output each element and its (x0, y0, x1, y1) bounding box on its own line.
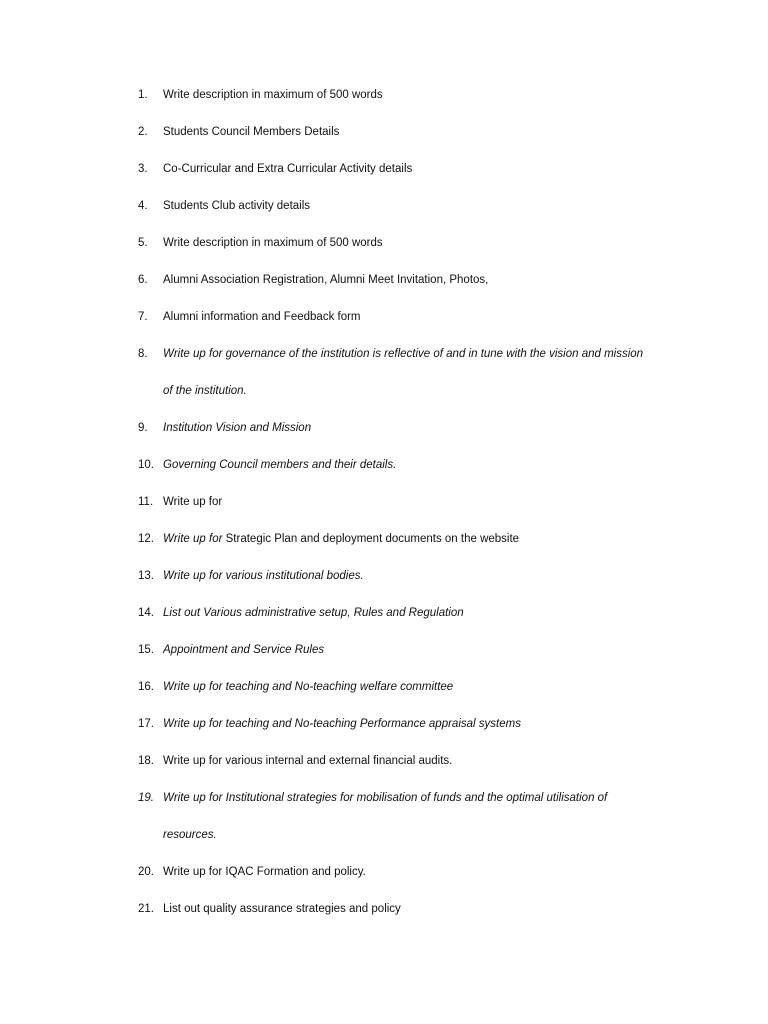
list-item (0, 345, 768, 382)
item-number: 13. (138, 570, 154, 582)
item-text: List out quality assurance strategies and policy (163, 903, 401, 915)
item-text: Alumni Association Registration, Alumni Meet Invitation, Photos, (163, 274, 489, 286)
item-text: Write up for various institutional bodies. (163, 570, 364, 582)
list-item (0, 160, 768, 197)
item-text: Governing Council members and their details. (163, 459, 397, 471)
list-item (0, 604, 768, 641)
item-number: 5. (138, 237, 148, 249)
item-number: 17. (138, 718, 154, 730)
list-item (0, 678, 768, 715)
list-item (0, 456, 768, 493)
list-item (0, 123, 768, 160)
item-number: 14. (138, 607, 154, 619)
item-text: Alumni information and Feedback form (163, 311, 361, 323)
list-item (0, 715, 768, 752)
item-number: 8. (138, 348, 148, 360)
item-text: Students Council Members Details (163, 126, 340, 138)
item-text: Write description in maximum of 500 words (163, 237, 383, 249)
item-number: 10. (138, 459, 154, 471)
item-text (163, 530, 673, 548)
item-number: 9. (138, 422, 148, 434)
item-number: 1. (138, 89, 148, 101)
item-number: 3. (138, 163, 148, 175)
list-item (0, 271, 768, 308)
item-text: Write up for IQAC Formation and policy. (163, 866, 366, 878)
item-number: 15. (138, 644, 154, 656)
item-text-italic-part: Write up for (163, 533, 223, 545)
item-text: Students Club activity details (163, 200, 311, 212)
item-number: 16. (138, 681, 154, 693)
list-item (0, 641, 768, 678)
item-text: List out Various administrative setup, Rules and Regulation (163, 607, 464, 619)
list-item (0, 419, 768, 456)
item-number: 7. (138, 311, 148, 323)
item-number: 4. (138, 200, 148, 212)
item-text: Appointment and Service Rules (163, 644, 325, 656)
item-number: 12. (138, 533, 154, 545)
list-item (0, 567, 768, 604)
list-item (0, 197, 768, 234)
item-text: Write up for governance of the institution is reflective of and in tune with the vision and mission (163, 348, 644, 360)
item-text: Write up for Institutional strategies for mobilisation of funds and the optimal utilisation of (163, 792, 608, 804)
list-item (0, 530, 768, 567)
item-text: Write up for teaching and No-teaching Performance appraisal systems (163, 718, 521, 730)
item-text: Co-Curricular and Extra Curricular Activity details (163, 163, 413, 175)
item-number: 19. (138, 792, 154, 804)
item-number: 6. (138, 274, 148, 286)
numbered-list (0, 86, 768, 937)
item-text: Institution Vision and Mission (163, 422, 312, 434)
list-item (0, 900, 768, 937)
item-number: 2. (138, 126, 148, 138)
list-item-continuation (0, 826, 768, 863)
list-item (0, 863, 768, 900)
item-number: 20. (138, 866, 154, 878)
item-text: Write up for various internal and external financial audits. (163, 755, 453, 767)
item-text-continuation: of the institution. (163, 385, 247, 397)
item-number: 21. (138, 903, 154, 915)
list-item (0, 86, 768, 123)
list-item (0, 308, 768, 345)
item-text: Write up for (163, 496, 223, 508)
list-item (0, 234, 768, 271)
list-item (0, 752, 768, 789)
list-item (0, 789, 768, 826)
list-item (0, 493, 768, 530)
item-number: 11. (138, 496, 154, 508)
item-number: 18. (138, 755, 154, 767)
item-text-regular-part: Strategic Plan and deployment documents on the website (222, 533, 520, 545)
item-text-continuation: resources. (163, 829, 217, 841)
list-item-continuation (0, 382, 768, 419)
item-text: Write description in maximum of 500 words (163, 89, 383, 101)
item-text: Write up for teaching and No-teaching welfare committee (163, 681, 454, 693)
